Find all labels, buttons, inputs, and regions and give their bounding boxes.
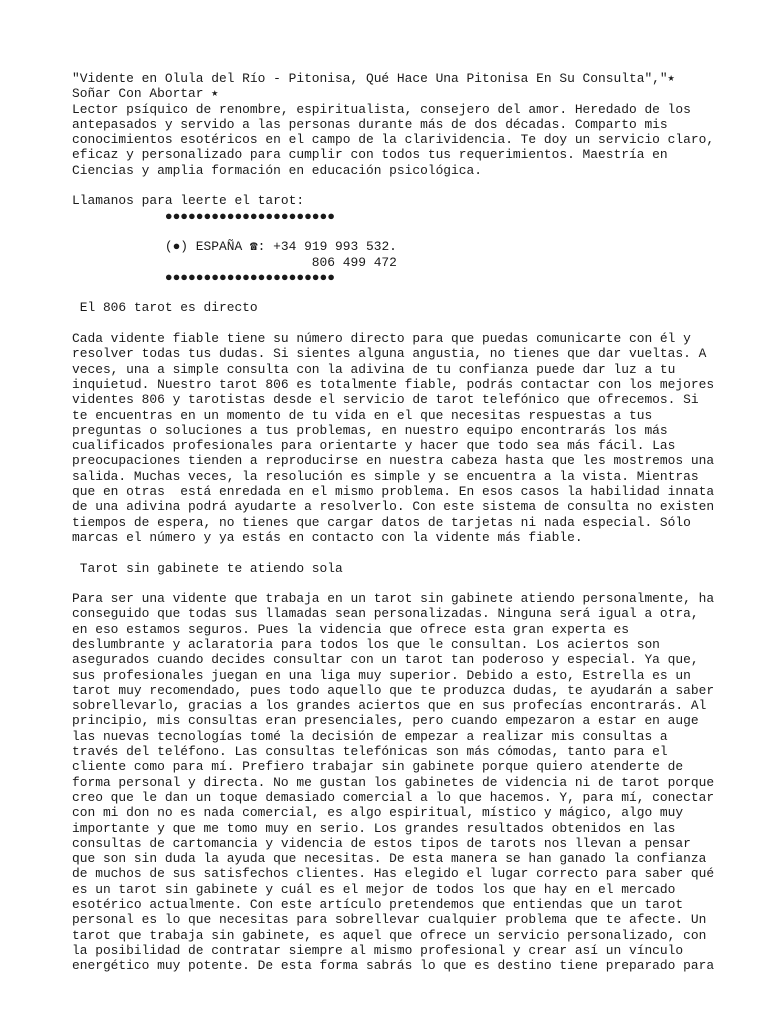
text-line: inquietud. Nuestro tarot 806 es totalmente fiable, podrás contactar con los mejores [72,376,715,392]
text-line: Ciencias y amplia formación en educación psicológica. [72,162,482,178]
text-line: sus profesionales juegan en una liga muy superior. Debido a esto, Estrella es un [72,667,691,683]
text-line: de una adivina podrá ayudarte a resolverlo. Con este sistema de consulta no existen [72,499,715,515]
text-line: Soñar Con Abortar ⭑ [72,86,219,102]
text-line: El 806 tarot es directo [72,300,258,316]
text-line: energético muy potente. De esta forma sabrás lo que es destino tiene preparado para [72,958,715,974]
text-line: con mi don no es nada comercial, es algo espiritual, místico y mágico, algo muy [72,805,684,821]
text-line: que son sin duda la ayuda que necesitas. De esta manera se han ganado la confianza [72,851,707,867]
text-line: ●●●●●●●●●●●●●●●●●●●●●● [72,208,336,224]
text-line: través del teléfono. Las consultas telefónicas son más cómodas, tanto para el [72,744,668,760]
text-line: veces, una a simple consulta con la adivina de tu confianza puede dar luz a tu [72,361,676,377]
text-line: eficaz y personalizado para cumplir con todos tus requerimientos. Maestría en [72,147,668,163]
text-line [72,545,712,560]
text-line [72,316,712,331]
text-line: consultas de cartomancia y videncia de estos tipos de tarots nos llevan a pensar [72,835,691,851]
text-line: esotérico actualmente. Con este artículo pretendemos que entiendas que un tarot [72,897,684,913]
text-line [72,285,712,300]
text-line [72,224,712,239]
text-line: en eso estamos seguros. Pues la videncia que ofrece esta gran experta es [72,621,629,637]
text-line: principio, mis consultas eran presenciales, pero cuando empezaron a estar en auge [72,713,699,729]
text-line: ●●●●●●●●●●●●●●●●●●●●●● [72,269,336,285]
text-line: Tarot sin gabinete te atiendo sola [72,560,343,576]
text-line: asegurados cuando decides consultar con un tarot tan poderoso y especial. Ya que, [72,652,699,668]
text-line: forma personal y directa. No me gustan los gabinetes de videncia ni de tarot porque [72,774,715,790]
text-line [72,178,712,193]
text-line: tarot que trabaja sin gabinete, es aquel que ofrece un servicio personalizado, con [72,927,707,943]
text-line: tarot muy recomendado, pues todo aquello que te produzca dudas, te ayudarán a saber [72,682,715,698]
text-line: marcas el número y ya estás en contacto con la vidente más fiable. [72,529,583,545]
text-line: Para ser una vidente que trabaja en un tarot sin gabinete atiendo personalmente, ha [72,591,715,607]
text-line: te encuentras en un momento de tu vida en el que necesitas respuestas a tus [72,407,653,423]
text-line: personal es lo que necesitas para sobrellevar cualquier problema que te afecte. Un [72,912,707,928]
text-line: sobrellevarlo, gracias a los grandes aciertos que en sus profecías encontrarás. Al [72,698,707,714]
text-line: conseguido que todas sus llamadas sean personalizadas. Ninguna será igual a otra, [72,606,699,622]
text-line: las nuevas tecnologías tomé la decisión de empezar a realizar mis consultas a [72,728,668,744]
text-line: cualificados profesionales para orientarte y hacer que todo sea más fácil. Las [72,438,676,454]
text-line: (●) ESPAÑA ☎: +34 919 993 532. [72,239,397,255]
text-line: deslumbrante y aclaratoria para todos los que le consultan. Los aciertos son [72,636,660,652]
text-line: importante y que me tomo muy en serio. Los grandes resultados obtenidos en las [72,820,676,836]
text-line: la posibilidad de contratar siempre al mismo profesional y crear así un vínculo [72,942,684,958]
text-line: preocupaciones tienden a reproducirse en nuestra cabeza hasta que les mostremos una [72,453,715,469]
text-line: creo que le dan un toque demasiado comercial a lo que hacemos. Y, para mí, conectar [72,789,715,805]
text-line: preguntas o soluciones a tus problemas, en nuestro equipo encontrarás los más [72,422,668,438]
text-line: videntes 806 y tarotistas desde el servicio de tarot telefónico que ofrecemos. Si [72,392,699,408]
text-line: Llamanos para leerte el tarot: [72,193,305,209]
text-line: Lector psíquico de renombre, espiritualista, consejero del amor. Heredado de los [72,101,691,117]
text-line: tiempos de espera, no tienes que cargar datos de tarjetas ni nada especial. Sólo [72,514,691,530]
text-line: salida. Muchas veces, la resolución es simple y se encuentra a la vista. Mientras [72,468,699,484]
text-line: de muchos de sus satisfechos clientes. Has elegido el lugar correcto para saber qué [72,866,715,882]
text-line: que en otras está enredada en el mismo problema. En esos casos la habilidad innata [72,484,715,500]
text-line: resolver todas tus dudas. Si sientes alguna angustia, no tienes que dar vueltas. A [72,346,707,362]
text-line: antepasados y servido a las personas durante más de dos décadas. Comparto mis [72,116,668,132]
text-line: Cada vidente fiable tiene su número directo para que puedas comunicarte con él y [72,331,691,347]
document-body [72,71,715,974]
text-line: es un tarot sin gabinete y cuál es el mejor de todos los que hay en el mercado [72,881,676,897]
text-line [72,576,712,591]
text-line: 806 499 472 [72,254,397,270]
text-line: "Vidente en Olula del Río - Pitonisa, Qué Hace Una Pitonisa En Su Consulta","⭑ [72,71,675,86]
text-line: conocimientos esotéricos en el campo de la clarividencia. Te doy un servicio claro, [72,132,715,148]
text-line: cliente como para mí. Prefiero trabajar sin gabinete porque quiero atenderte de [72,759,684,775]
